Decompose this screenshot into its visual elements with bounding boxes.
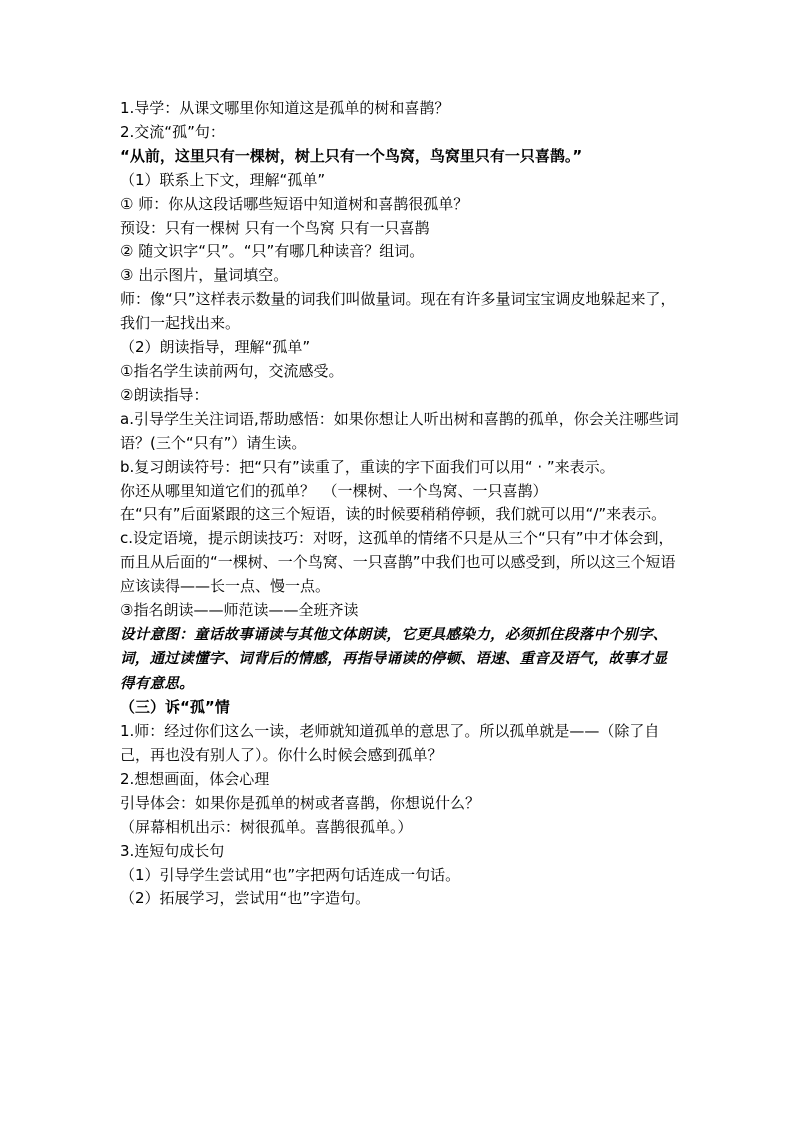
- paragraph: 1.师：经过你们这么一读，老师就知道孤单的意思了。所以孤单就是——（除了自己，再也没有别人了）。你什么时候会感到孤单？: [120, 722, 660, 764]
- paragraph: （1）引导学生尝试用“也”字把两句话连成一句话。: [120, 865, 461, 884]
- paragraph: ② 随文识字“只”。“只”有哪几种读音？组词。: [120, 242, 425, 261]
- paragraph: b.复习朗读符号：把“只有”读重了，重读的字下面我们可以用“ · ”来表示。: [120, 457, 615, 476]
- paragraph: 2.交流“孤”句：: [120, 122, 225, 141]
- paragraph: 引导体会：如果你是孤单的树或者喜鹊，你想说什么？: [120, 793, 481, 812]
- design-intent: 设计意图：童话故事诵读与其他文体朗读，它更具感染力，必须抓住段落中个别字、词，通过读懂字、词背后的情感，再指导诵读的停顿、语速、重音及语气，故事才显得有意思。: [120, 625, 668, 692]
- subheading: （2）朗读指导，理解“孤单”: [120, 338, 311, 357]
- paragraph: （屏幕相机出示：树很孤单。喜鹊很孤单。）: [120, 817, 413, 836]
- paragraph: （2）拓展学习，尝试用“也”字造句。: [120, 889, 371, 908]
- paragraph: c.设定语境，提示朗读技巧：对呀，这孤单的情绪不只是从三个“只有”中才体会到，而且从后面的“一棵树、一个鸟窝、一只喜鹊”中我们也可以感受到，所以这三个短语应该读得——长一点、慢一点。: [120, 529, 676, 596]
- paragraph: 在“只有”后面紧跟的这三个短语，读的时候要稍稍停顿，我们就可以用“/”来表示。: [120, 505, 667, 524]
- paragraph: 3.连短句成长句: [120, 841, 225, 860]
- paragraph: 你还从哪里知道它们的孤单？ （一棵树、一个鸟窝、一只喜鹊）: [120, 481, 548, 500]
- paragraph: 师：像“只”这样表示数量的词我们叫做量词。现在有许多量词宝宝调皮地躲起来了，我们一起找出来。: [120, 290, 676, 333]
- subheading: （1）联系上下文，理解“孤单”: [120, 170, 326, 189]
- quoted-sentence: “从前，这里只有一棵树，树上只有一个鸟窝，鸟窝里只有一只喜鹊。”: [120, 146, 583, 165]
- paragraph: 预设：只有一棵树 只有一个鸟窝 只有一只喜鹊: [120, 218, 430, 237]
- paragraph: ③指名朗读——师范读——全班齐读: [120, 601, 359, 620]
- section-heading: （三）诉“孤”情: [120, 698, 230, 717]
- paragraph: ①指名学生读前两句，交流感受。: [120, 361, 344, 380]
- paragraph: ②朗读指导：: [120, 385, 209, 404]
- paragraph: 1.导学：从课文哪里你知道这是孤单的树和喜鹊？: [120, 99, 450, 117]
- paragraph: ③ 出示图片，量词填空。: [120, 266, 289, 285]
- paragraph: 2.想想画面，体会心理: [120, 769, 270, 788]
- paragraph: ① 师：你从这段话哪些短语中知道树和喜鹊很孤单？: [120, 194, 469, 213]
- document-page: [120, 97, 680, 911]
- paragraph: a.引导学生关注词语,帮助感悟：如果你想让人听出树和喜鹊的孤单，你会关注哪些词语？(三个“只有”）请生读。: [120, 409, 679, 452]
